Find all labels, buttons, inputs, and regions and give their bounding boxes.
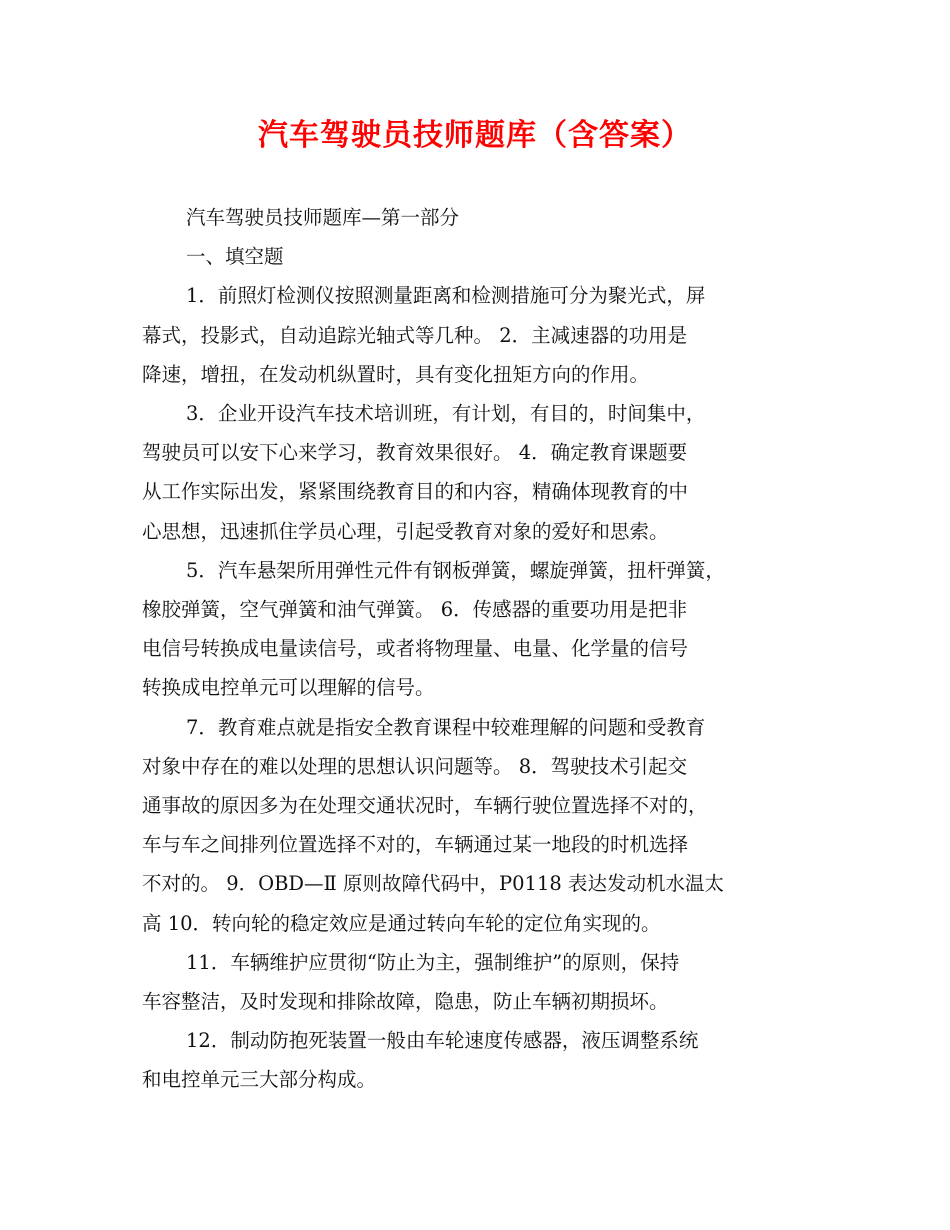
text-line: 车与车之间排列位置选择不对的，车辆通过某一地段的时机选择 <box>142 833 689 857</box>
text-line: 幕式，投影式，自动追踪光轴式等几种。 2．主减速器的功用是 <box>142 323 688 347</box>
text-line: 对象中存在的难以处理的思想认识问题等。 8．驾驶技术引起交 <box>142 754 688 778</box>
text-line: 驾驶员可以安下心来学习，教育效果很好。 4．确定教育课题要 <box>142 441 688 465</box>
text-line: 转换成电控单元可以理解的信号。 <box>142 676 435 700</box>
text-line: 一、填空题 <box>186 245 284 269</box>
text-line: 7．教育难点就是指安全教育课程中较难理解的问题和受教育 <box>186 715 706 739</box>
text-line: 心思想，迅速抓住学员心理，引起受教育对象的爱好和思索。 <box>142 519 669 543</box>
text-line: 降速，增扭，在发动机纵置时，具有变化扭矩方向的作用。 <box>142 362 650 386</box>
text-line: 不对的。 9．OBD—Ⅱ 原则故障代码中，P0118 表达发动机水温太 <box>142 872 724 896</box>
text-line: 12．制动防抱死装置一般由车轮速度传感器，液压调整系统 <box>186 1029 699 1053</box>
text-line: 汽车驾驶员技师题库—第一部分 <box>186 206 460 229</box>
text-line: 1．前照灯检测仪按照测量距离和检测措施可分为聚光式，屏 <box>186 284 706 308</box>
text-line: 5．汽车悬架所用弹性元件有钢板弹簧，螺旋弹簧，扭杆弹簧， <box>186 558 725 582</box>
text-line: 从工作实际出发，紧紧围绕教育目的和内容，精确体现教育的中 <box>142 480 689 504</box>
text-line: 3．企业开设汽车技术培训班，有计划，有目的，时间集中， <box>186 402 706 426</box>
text-line: 通事故的原因多为在处理交通状况时，车辆行驶位置选择不对的， <box>142 794 708 818</box>
text-line: 车容整洁，及时发现和排除故障，隐患，防止车辆初期损坏。 <box>142 990 669 1014</box>
text-line: 高 10．转向轮的稳定效应是通过转向车轮的定位角实现的。 <box>142 911 661 935</box>
document-title: 汽车驾驶员技师题库（含答案） <box>258 118 692 153</box>
text-line: 橡胶弹簧，空气弹簧和油气弹簧。 6．传感器的重要功用是把非 <box>142 598 688 622</box>
document-body <box>142 198 822 1100</box>
text-line: 电信号转换成电量读信号，或者将物理量、电量、化学量的信号 <box>142 637 689 661</box>
text-line: 和电控单元三大部分构成。 <box>142 1068 377 1092</box>
text-line: 11．车辆维护应贯彻“防止为主，强制维护”的原则，保持 <box>186 950 680 974</box>
